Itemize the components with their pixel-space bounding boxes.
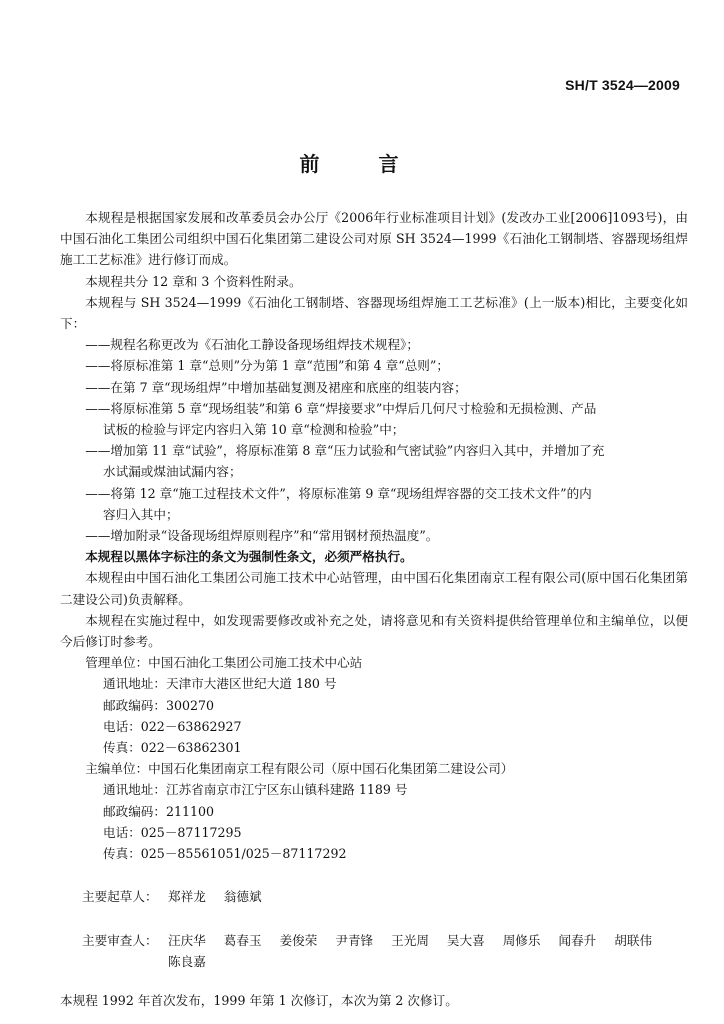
structure-paragraph: 本规程共分 12 章和 3 个资料性附录。	[85, 273, 302, 289]
editor-unit-label: 主编单位：中国石化集团南京工程有限公司（原中国石化集团第二建设公司）	[85, 761, 514, 777]
page-title: 前 言	[299, 152, 425, 176]
changes-list	[60, 334, 688, 546]
standard-number: SH/T 3524—2009	[565, 77, 680, 93]
reviewers-label: 主要审查人：	[82, 932, 158, 948]
list-item: ——增加附录“设备现场组焊原则程序”和“常用钢材预热温度”。	[85, 528, 439, 544]
list-item: ——增加第 11 章“试验”，将原标准第 8 章“压力试验和气密试验”内容归入其中，并增加了充 水试漏或煤油试漏内容；	[85, 443, 605, 480]
management-unit-fax: 传真：022－63862301	[103, 740, 242, 756]
list-item: ——在第 7 章“现场组焊”中增加基础复测及裙座和底座的组装内容；	[85, 379, 467, 395]
intro-paragraph: 本规程是根据国家发展和改革委员会办公厅《2006年行业标准项目计划》(发改办工业[2006]1093号)，由中国石油化工集团公司组织中国石化集团第二建设公司对原 SH 3524—1999《石油化工钢制塔、容器现场组焊施工工艺标准》进行修订而成。	[60, 210, 688, 268]
drafters-row	[60, 886, 688, 907]
list-item: ——将第 12 章“施工过程技术文件”，将原标准第 9 章“现场组焊容器的交工技术文件”的内 容归入其中；	[85, 485, 592, 522]
reviewer-name: 汪庆华	[168, 932, 206, 948]
reviewer-name: 吴大喜	[446, 932, 485, 948]
feedback-paragraph: 本规程在实施过程中，如发现需要修改或补充之处，请将意见和有关资料提供给管理单位和主编单位，以便今后修订时参考。	[60, 612, 688, 650]
editor-unit-phone: 电话：025－87117295	[103, 824, 242, 840]
reviewer-name: 葛春玉	[223, 932, 262, 948]
management-unit-phone: 电话：022－63862927	[103, 718, 242, 734]
mandatory-note: 本规程以黑体字标注的条文为强制性条文，必须严格执行。	[85, 549, 413, 565]
reviewer-name: 陈良嘉	[168, 953, 206, 969]
management-unit-address: 通讯地址：天津市大港区世纪大道 180 号	[103, 676, 337, 692]
management-unit-label: 管理单位：中国石油化工集团公司施工技术中心站	[85, 655, 363, 671]
drafters-label: 主要起草人：	[82, 889, 158, 905]
reviewer-name: 王光周	[391, 932, 429, 948]
reviewer-name: 姜俊荣	[279, 932, 318, 948]
list-item: ——将原标准第 5 章“现场组装”和第 6 章“焊接要求”中焊后几何尺寸检验和无损检测、产品 试板的检验与评定内容归入第 10 章“检测和检验”中；	[85, 400, 597, 438]
list-item: ——规程名称更改为《石油化工静设备现场组焊技术规程》；	[85, 337, 419, 353]
editor-unit-fax: 传真：025－85561051/025－87117292	[103, 846, 347, 862]
reviewer-name: 尹青锋	[335, 932, 374, 948]
reviewer-name: 周修乐	[502, 932, 541, 948]
editor-unit-block	[60, 758, 688, 864]
management-paragraph: 本规程由中国石油化工集团公司施工技术中心站管理，由中国石化集团南京工程有限公司(原中国石化集团第二建设公司)负责解释。	[60, 570, 688, 607]
management-unit-postcode: 邮政编码：300270	[103, 697, 215, 713]
drafter-name: 郑祥龙	[168, 889, 206, 905]
management-unit-block	[60, 652, 688, 758]
reviewers-row	[60, 930, 688, 972]
editor-unit-address: 通讯地址：江苏省南京市江宁区东山镇科建路 1189 号	[103, 782, 408, 798]
list-item: ——将原标准第 1 章“总则”分为第 1 章“范围”和第 4 章“总则”；	[85, 358, 449, 374]
drafter-name: 翁德斌	[223, 889, 262, 905]
revision-history: 本规程 1992 年首次发布，1999 年第 1 次修订，本次为第 2 次修订。	[60, 992, 458, 1008]
editor-unit-postcode: 邮政编码：211100	[103, 803, 215, 819]
reviewer-name: 闻春升	[558, 932, 597, 948]
reviewer-name: 胡联伟	[614, 932, 653, 948]
foreword-body	[60, 207, 688, 1011]
changes-intro-paragraph: 本规程与 SH 3524—1999《石油化工钢制塔、容器现场组焊施工工艺标准》(上一版本)相比，主要变化如下：	[60, 294, 688, 332]
